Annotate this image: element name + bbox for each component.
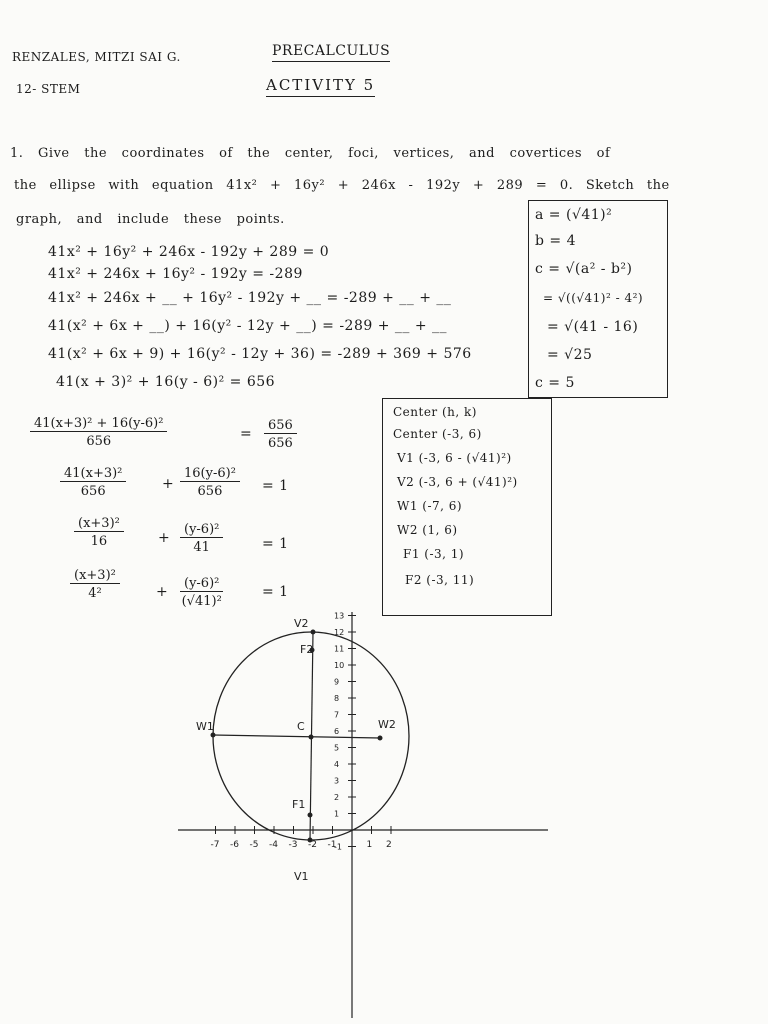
- x-tick-label: -5: [249, 840, 259, 850]
- x-tick-label: -2: [308, 840, 317, 850]
- fraction-4-equals: = 1: [262, 584, 289, 600]
- fraction-1-left: $\frac{\text{41(x+3)² + 16(y-6)²}}{656}$: [30, 416, 167, 449]
- subject-title: PRECALCULUS: [272, 43, 390, 62]
- x-tick-label: -3: [288, 840, 298, 850]
- x-tick-label: -7: [210, 840, 220, 850]
- fraction-3-b: $\frac{\text{(y-6)²}}{41}$: [180, 522, 223, 555]
- y-tick-label: -1: [334, 842, 342, 852]
- student-section: 12- STEM: [16, 82, 81, 96]
- fraction-3-plus: +: [158, 530, 171, 546]
- x-tick-label: 1: [366, 840, 373, 850]
- fraction-2-b: $\frac{\text{16(y-6)²}}{656}$: [180, 466, 240, 499]
- fraction-2-a: $\frac{\text{41(x+3)²}}{656}$: [60, 466, 126, 499]
- minor-axis-line: [213, 735, 380, 738]
- problem-line-1: 1. Give the coordinates of the center, foci, vertices, and covertices of: [10, 146, 611, 161]
- step-3: 41x² + 246x + __ + 16y² - 192y + __ = -289 + __ + __: [48, 290, 452, 306]
- y-tick-label: 10: [334, 661, 345, 670]
- label-w1: W1: [196, 720, 214, 733]
- fraction-2-plus: +: [162, 476, 175, 492]
- y-tick-label: 9: [334, 677, 340, 687]
- step-2: 41x² + 246x + 16y² - 192y = -289: [48, 266, 303, 282]
- fraction-4-plus: +: [156, 584, 169, 600]
- x-tick-label: -6: [230, 840, 239, 850]
- problem-line-2: the ellipse with equation 41x² + 16y² + 246x - 192y + 289 = 0. Sketch the: [14, 178, 670, 193]
- problem-line-3: graph, and include these points.: [16, 212, 285, 227]
- label-center: C: [297, 720, 305, 733]
- abc-box: a = (√41)² b = 4 c = √(a² - b²) = √((√41)² - 4²) = √(41 - 16) = √25 c = 5: [528, 200, 668, 398]
- x-tick-label: -1: [327, 840, 337, 850]
- y-tick-label: 8: [334, 694, 340, 703]
- fraction-3-equals: = 1: [262, 536, 289, 552]
- y-tick-label: 4: [334, 760, 340, 769]
- student-name: RENZALES, MITZI SAI G.: [12, 50, 181, 64]
- step-1: 41x² + 16y² + 246x - 192y + 289 = 0: [48, 244, 330, 260]
- vertex-v2-point: [311, 630, 316, 635]
- y-tick-labels: [334, 612, 356, 852]
- y-tick-label: 1: [334, 809, 340, 819]
- fraction-1-equals: =: [240, 426, 253, 442]
- step-4: 41(x² + 6x + __) + 16(y² - 12y + __) = -289 + __ + __: [48, 318, 448, 334]
- step-5: 41(x² + 6x + 9) + 16(y² - 12y + 36) = -289 + 369 + 576: [48, 346, 472, 362]
- y-tick-label: 3: [334, 776, 340, 786]
- fraction-3-a: $\frac{\text{(x+3)²}}{16}$: [74, 516, 124, 549]
- y-tick-label: 5: [334, 743, 340, 753]
- label-f1: F1: [292, 798, 306, 811]
- y-tick-label: 7: [334, 710, 340, 720]
- label-f2: F2: [300, 643, 314, 656]
- activity-title: ACTIVITY 5: [266, 76, 375, 97]
- x-tick-label: 2: [386, 840, 392, 850]
- y-tick-label: 13: [334, 611, 345, 621]
- x-tick-label: -4: [269, 840, 278, 850]
- y-tick-label: 12: [334, 628, 345, 637]
- points-box: Center (h, k) Center (-3, 6) V1 (-3, 6 - (√41)²) V2 (-3, 6 + (√41)²) W1 (-7, 6) W2 (1, 6) F1 (-3, 1) F2 (-3, 11): [382, 398, 552, 616]
- label-w2: W2: [378, 718, 396, 731]
- center-point: [309, 735, 314, 740]
- y-tick-label: 6: [334, 727, 340, 736]
- step-6: 41(x + 3)² + 16(y - 6)² = 656: [56, 374, 276, 390]
- focus-f1-point: [308, 813, 313, 818]
- y-tick-label: 11: [334, 644, 345, 654]
- covertex-w2-point: [378, 736, 383, 741]
- fraction-4-a: $\frac{\text{(x+3)²}}{\text{4²}}$: [70, 568, 120, 601]
- fraction-1-right: $\frac{656}{656}$: [264, 418, 297, 451]
- label-v1: V1: [294, 870, 309, 883]
- fraction-2-equals: = 1: [262, 478, 289, 494]
- fraction-4-b: $\frac{\text{(y-6)²}}{\text{(√41)²}}$: [181, 576, 222, 609]
- covertex-w1-point: [211, 733, 216, 738]
- label-v2: V2: [294, 617, 309, 630]
- y-tick-label: 2: [334, 793, 340, 802]
